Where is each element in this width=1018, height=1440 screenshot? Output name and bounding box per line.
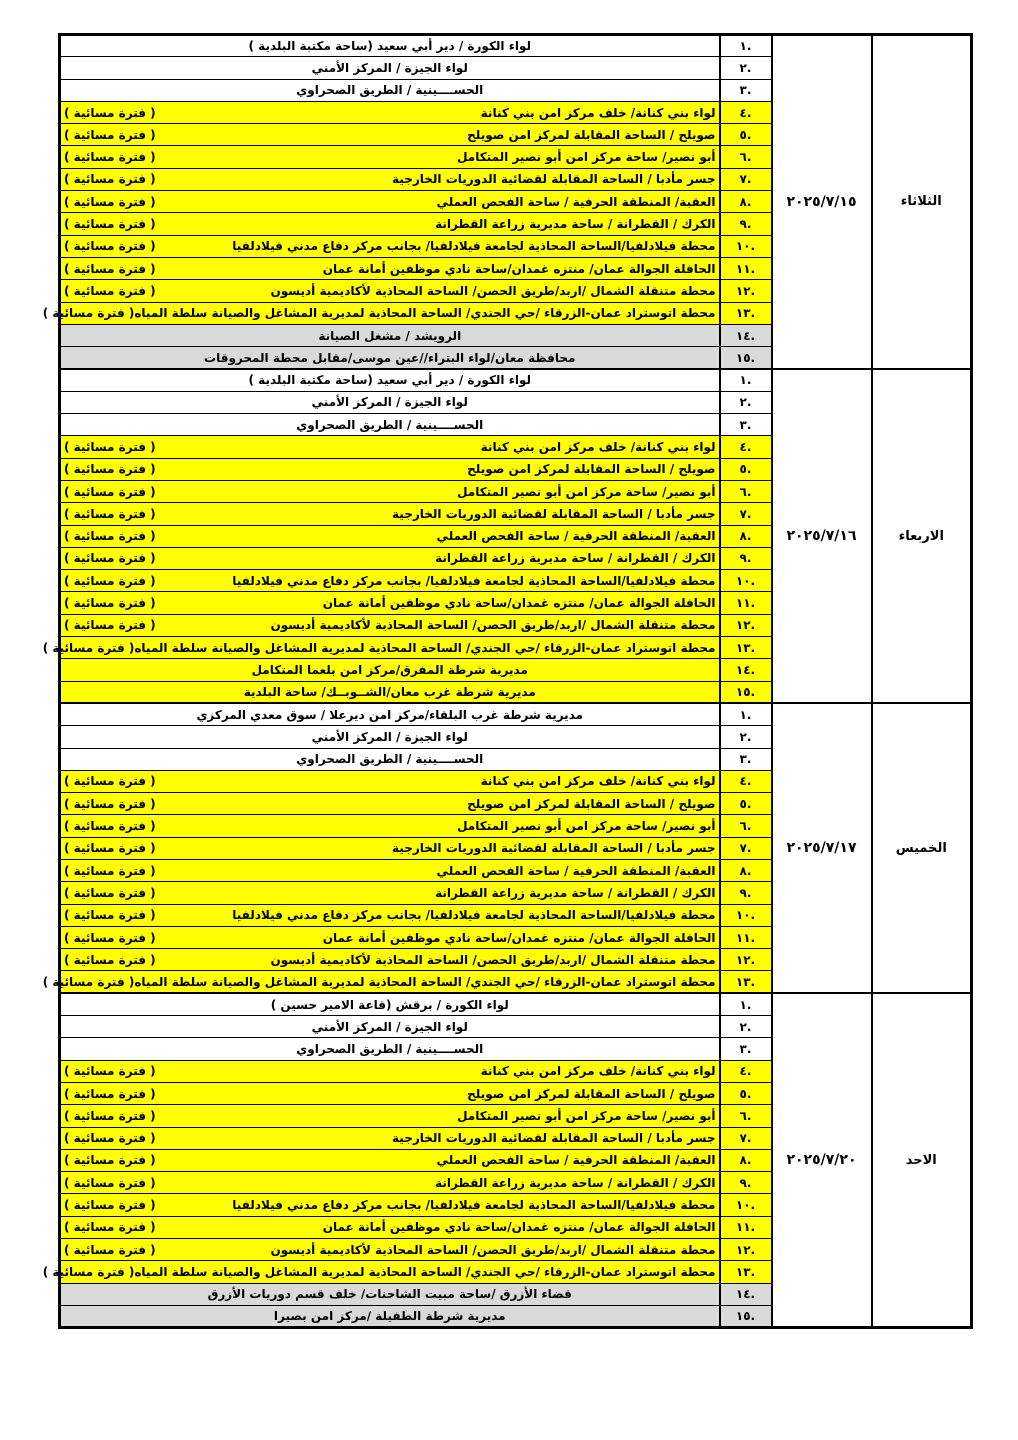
location-text: لواء الجيزة / المركز الأمني xyxy=(311,1019,468,1034)
location-content xyxy=(61,348,719,368)
evening-period-tag: ( فترة مسائية ) xyxy=(64,885,156,900)
row-number: .٤ xyxy=(720,1060,772,1082)
location-text: مديرية شرطة الطفيلة /مركز امن بصيرا xyxy=(273,1309,506,1324)
location-cell xyxy=(60,213,720,235)
location-cell xyxy=(60,280,720,302)
row-number: .٨ xyxy=(720,191,772,213)
location-content xyxy=(61,526,719,546)
evening-period-tag: ( فترة مسائية ) xyxy=(64,1198,156,1213)
location-content xyxy=(61,80,719,100)
location-text: العقبة/ المنطقة الحرفية / ساحة الفحص العملي xyxy=(436,1153,716,1168)
location-text: الكرك / القطرانة / ساحة مديرية زراعة القطرانة xyxy=(435,1175,716,1190)
row-number: .٢ xyxy=(720,57,772,79)
evening-period-tag: ( فترة مسائية ) xyxy=(64,596,156,611)
location-content xyxy=(61,370,719,390)
location-text: الحافلة الجوالة عمان/ منتزه غمدان/ساحة نادي موظفين أمانة عمان xyxy=(322,930,716,945)
row-number: .٢ xyxy=(720,1016,772,1038)
location-cell xyxy=(60,703,720,725)
evening-period-tag: ( فترة مسائية ) xyxy=(64,105,156,120)
location-cell xyxy=(60,458,720,480)
location-text: الحســــينية / الطريق الصحراوي xyxy=(296,752,484,767)
location-text: مديرية شرطة غرب معان/الشــوبــك/ ساحة البلدية xyxy=(243,685,536,699)
row-number: .١٢ xyxy=(720,280,772,302)
row-number: .١٠ xyxy=(720,1194,772,1216)
location-content xyxy=(61,1173,719,1193)
row-number: .٩ xyxy=(720,547,772,569)
location-cell xyxy=(60,614,720,636)
location-text: مديرية شرطة غرب البلقاء/مركز امن ديرعلا / سوق معدي المركزي xyxy=(196,707,584,722)
location-cell xyxy=(60,1305,720,1327)
location-content xyxy=(61,727,719,747)
location-cell xyxy=(60,993,720,1015)
date-cell: ٢٠٢٥/٧/٢٠ xyxy=(772,993,872,1327)
location-cell xyxy=(60,1127,720,1149)
row-number: .١١ xyxy=(720,257,772,279)
location-text: الحافلة الجوالة عمان/ منتزه غمدان/ساحة نادي موظفين أمانة عمان xyxy=(322,1220,716,1235)
location-content xyxy=(61,905,719,925)
location-text: لواء بني كنانة/ خلف مركز امن بني كنانة xyxy=(480,1064,716,1079)
location-content xyxy=(61,437,719,457)
row-number: .١٢ xyxy=(720,614,772,636)
row-number: .١٣ xyxy=(720,1261,772,1283)
evening-period-tag: ( فترة مسائية ) xyxy=(64,551,156,566)
location-cell xyxy=(60,1060,720,1082)
row-number: .١ xyxy=(720,369,772,391)
evening-period-tag: ( فترة مسائية ) xyxy=(64,150,156,165)
location-cell xyxy=(60,480,720,502)
location-content xyxy=(61,214,719,234)
location-text: صويلح / الساحة المقابلة لمركز امن صويلح xyxy=(467,127,716,142)
evening-period-tag: ( فترة مسائية ) xyxy=(42,974,135,989)
row-number: .١ xyxy=(720,35,772,57)
location-cell xyxy=(60,191,720,213)
location-content xyxy=(61,103,719,123)
location-text: لواء الكورة / دير أبي سعيد (ساحة مكتبة البلدية ) xyxy=(248,373,531,388)
location-cell xyxy=(60,391,720,413)
row-number: .٦ xyxy=(720,146,772,168)
row-number: .١ xyxy=(720,993,772,1015)
location-content xyxy=(61,1284,719,1304)
location-text: الحســــينية / الطريق الصحراوي xyxy=(296,417,484,432)
location-content xyxy=(61,1084,719,1104)
location-text: أبو نصير/ ساحة مركز امن أبو نصير المتكامل xyxy=(457,484,716,499)
location-content xyxy=(61,1306,719,1326)
row-number: .١٣ xyxy=(720,971,772,993)
location-content xyxy=(61,615,719,635)
evening-period-tag: ( فترة مسائية ) xyxy=(64,1108,156,1123)
evening-period-tag: ( فترة مسائية ) xyxy=(42,306,135,321)
row-number: .١٠ xyxy=(720,570,772,592)
row-number: .٢ xyxy=(720,726,772,748)
location-content xyxy=(61,593,719,613)
location-content xyxy=(61,682,719,702)
row-number: .١٢ xyxy=(720,1239,772,1261)
row-number: .٧ xyxy=(720,503,772,525)
evening-period-tag: ( فترة مسائية ) xyxy=(64,952,156,967)
row-number: .٤ xyxy=(720,101,772,123)
location-cell xyxy=(60,1172,720,1194)
table-row xyxy=(60,369,972,391)
evening-period-tag: ( فترة مسائية ) xyxy=(64,930,156,945)
evening-period-tag: ( فترة مسائية ) xyxy=(42,640,135,655)
location-cell xyxy=(60,324,720,346)
location-cell xyxy=(60,681,720,703)
evening-period-tag: ( فترة مسائية ) xyxy=(64,172,156,187)
location-content xyxy=(61,1150,719,1170)
location-content xyxy=(61,58,719,78)
row-number: .١ xyxy=(720,703,772,725)
location-text: جسر مأدبا / الساحة المقابلة لقضائية الدوريات الخارجية xyxy=(392,172,716,187)
row-number: .٣ xyxy=(720,414,772,436)
location-text: العقبة/ المنطقة الحرفية / ساحة الفحص العملي xyxy=(436,194,716,209)
evening-period-tag: ( فترة مسائية ) xyxy=(64,261,156,276)
date-cell: ٢٠٢٥/٧/١٥ xyxy=(772,35,872,369)
location-text: لواء الجيزة / المركز الأمني xyxy=(311,60,468,75)
location-text: العقبة/ المنطقة الحرفية / ساحة الفحص العملي xyxy=(436,863,716,878)
row-number: .٨ xyxy=(720,859,772,881)
schedule-body xyxy=(42,35,972,1328)
row-number: .١١ xyxy=(720,926,772,948)
location-text: لواء الجيزة / المركز الأمني xyxy=(311,395,468,410)
evening-period-tag: ( فترة مسائية ) xyxy=(64,484,156,499)
row-number: .٥ xyxy=(720,793,772,815)
location-text: محطة اتوستراد عمان-الزرقاء /حي الجندي/ الساحة المحاذية لمديرية المشاغل والصيانة سلطة المياه xyxy=(134,306,716,321)
location-cell xyxy=(60,904,720,926)
location-text: لواء الكورة / برقش (قاعة الامير حسين ) xyxy=(270,997,509,1012)
location-cell xyxy=(60,815,720,837)
row-number: .١٥ xyxy=(720,1305,772,1327)
location-cell xyxy=(60,124,720,146)
location-text: الكرك / القطرانة / ساحة مديرية زراعة القطرانة xyxy=(435,217,716,232)
location-content xyxy=(42,1262,719,1282)
location-text: لواء الجيزة / المركز الأمني xyxy=(311,729,468,744)
location-cell xyxy=(60,949,720,971)
row-number: .٩ xyxy=(720,213,772,235)
location-cell xyxy=(42,302,720,324)
evening-period-tag: ( فترة مسائية ) xyxy=(64,1242,156,1257)
row-number: .١٤ xyxy=(720,324,772,346)
row-number: .١٣ xyxy=(720,302,772,324)
location-content xyxy=(61,259,719,279)
row-number: .٥ xyxy=(720,124,772,146)
location-content xyxy=(61,1195,719,1215)
row-number: .٣ xyxy=(720,79,772,101)
location-content xyxy=(61,838,719,858)
location-content xyxy=(61,236,719,256)
location-cell xyxy=(42,971,720,993)
evening-period-tag: ( فترة مسائية ) xyxy=(64,618,156,633)
location-content xyxy=(61,392,719,412)
evening-period-tag: ( فترة مسائية ) xyxy=(64,239,156,254)
evening-period-tag: ( فترة مسائية ) xyxy=(64,1086,156,1101)
row-number: .٨ xyxy=(720,1149,772,1171)
row-number: .٩ xyxy=(720,1172,772,1194)
evening-period-tag: ( فترة مسائية ) xyxy=(64,506,156,521)
evening-period-tag: ( فترة مسائية ) xyxy=(64,841,156,856)
location-content xyxy=(42,303,719,323)
table-row xyxy=(60,35,972,57)
evening-period-tag: ( فترة مسائية ) xyxy=(64,529,156,544)
day-cell: الثلاثاء xyxy=(872,35,972,369)
evening-period-tag: ( فترة مسائية ) xyxy=(64,462,156,477)
location-text: قضاء الأزرق /ساحة مبيت الشاحنات/ خلف قسم دوريات الأزرق xyxy=(207,1287,572,1302)
location-content xyxy=(61,36,719,56)
location-text: الحســــينية / الطريق الصحراوي xyxy=(296,83,484,98)
location-cell xyxy=(60,592,720,614)
location-cell xyxy=(60,1194,720,1216)
location-cell xyxy=(60,79,720,101)
location-content xyxy=(61,125,719,145)
location-text: محطة متنقلة الشمال /اربد/طريق الحصن/ الساحة المحاذية لأكاديمية أديسون xyxy=(270,952,716,967)
evening-period-tag: ( فترة مسائية ) xyxy=(42,1264,135,1279)
location-content xyxy=(61,883,719,903)
location-content xyxy=(61,281,719,301)
location-text: محطة فيلادلفيا/الساحة المحاذية لجامعة فيلادلفيا/ بجانب مركز دفاع مدني فيلادلفيا xyxy=(232,573,716,588)
day-cell: الاربعاء xyxy=(872,369,972,703)
location-cell xyxy=(60,859,720,881)
row-number: .٦ xyxy=(720,480,772,502)
row-number: .٨ xyxy=(720,525,772,547)
location-text: أبو نصير/ ساحة مركز امن أبو نصير المتكامل xyxy=(457,1108,716,1123)
location-content xyxy=(61,816,719,836)
location-content xyxy=(61,571,719,591)
evening-period-tag: ( فترة مسائية ) xyxy=(64,283,156,298)
table-row xyxy=(60,703,972,725)
location-text: الكرك / القطرانة / ساحة مديرية زراعة القطرانة xyxy=(435,551,716,566)
table-row xyxy=(60,993,972,1015)
location-cell xyxy=(60,369,720,391)
location-content xyxy=(61,1128,719,1148)
location-text: محطة متنقلة الشمال /اربد/طريق الحصن/ الساحة المحاذية لأكاديمية أديسون xyxy=(270,618,716,633)
location-content xyxy=(61,459,719,479)
location-content xyxy=(61,326,719,346)
row-number: .٣ xyxy=(720,1038,772,1060)
evening-period-tag: ( فترة مسائية ) xyxy=(64,819,156,834)
location-cell xyxy=(60,793,720,815)
evening-period-tag: ( فترة مسائية ) xyxy=(64,774,156,789)
location-cell xyxy=(60,235,720,257)
location-content xyxy=(61,548,719,568)
location-text: الكرك / القطرانة / ساحة مديرية زراعة القطرانة xyxy=(435,885,716,900)
location-cell xyxy=(60,436,720,458)
row-number: .٥ xyxy=(720,458,772,480)
location-cell xyxy=(60,1283,720,1305)
evening-period-tag: ( فترة مسائية ) xyxy=(64,217,156,232)
row-number: .٥ xyxy=(720,1082,772,1104)
schedule-table xyxy=(42,33,973,1329)
row-number: .١١ xyxy=(720,592,772,614)
row-number: .٦ xyxy=(720,1105,772,1127)
location-content xyxy=(61,995,719,1015)
location-content xyxy=(61,794,719,814)
row-number: .١٠ xyxy=(720,904,772,926)
location-content xyxy=(61,147,719,167)
row-number: .١٥ xyxy=(720,681,772,703)
location-cell xyxy=(60,503,720,525)
row-number: .٤ xyxy=(720,436,772,458)
location-text: جسر مأدبا / الساحة المقابلة لقضائية الدوريات الخارجية xyxy=(392,841,716,856)
location-cell xyxy=(42,637,720,659)
location-content xyxy=(61,482,719,502)
location-cell xyxy=(60,257,720,279)
location-text: محطة اتوستراد عمان-الزرقاء /حي الجندي/ الساحة المحاذية لمديرية المشاغل والصيانة سلطة المياه xyxy=(134,974,716,989)
row-number: .١٢ xyxy=(720,949,772,971)
day-cell: الاحد xyxy=(872,993,972,1327)
evening-period-tag: ( فترة مسائية ) xyxy=(64,573,156,588)
evening-period-tag: ( فترة مسائية ) xyxy=(64,1064,156,1079)
location-cell xyxy=(60,659,720,681)
location-content xyxy=(61,1106,719,1126)
date-cell: ٢٠٢٥/٧/١٦ xyxy=(772,369,872,703)
location-content xyxy=(61,705,719,725)
location-content xyxy=(61,169,719,189)
location-cell xyxy=(60,1149,720,1171)
location-cell xyxy=(60,926,720,948)
row-number: .٣ xyxy=(720,748,772,770)
location-text: محطة فيلادلفيا/الساحة المحاذية لجامعة فيلادلفيا/ بجانب مركز دفاع مدني فيلادلفيا xyxy=(232,1198,716,1213)
location-text: محطة فيلادلفيا/الساحة المحاذية لجامعة فيلادلفيا/ بجانب مركز دفاع مدني فيلادلفيا xyxy=(232,908,716,923)
location-text: محطة متنقلة الشمال /اربد/طريق الحصن/ الساحة المحاذية لأكاديمية أديسون xyxy=(270,283,716,298)
evening-period-tag: ( فترة مسائية ) xyxy=(64,1175,156,1190)
location-text: أبو نصير/ ساحة مركز امن أبو نصير المتكامل xyxy=(457,819,716,834)
date-cell: ٢٠٢٥/٧/١٧ xyxy=(772,703,872,993)
row-number: .٩ xyxy=(720,882,772,904)
location-text: العقبة/ المنطقة الحرفية / ساحة الفحص العملي xyxy=(436,529,716,544)
location-content xyxy=(61,771,719,791)
location-cell xyxy=(60,1239,720,1261)
location-content xyxy=(61,861,719,881)
location-cell xyxy=(60,1082,720,1104)
evening-period-tag: ( فترة مسائية ) xyxy=(64,194,156,209)
location-cell xyxy=(60,57,720,79)
location-cell xyxy=(60,1038,720,1060)
location-text: محطة فيلادلفيا/الساحة المحاذية لجامعة فيلادلفيا/ بجانب مركز دفاع مدني فيلادلفيا xyxy=(232,239,716,254)
evening-period-tag: ( فترة مسائية ) xyxy=(64,1220,156,1235)
location-content xyxy=(61,1039,719,1059)
day-cell: الخميس xyxy=(872,703,972,993)
location-cell xyxy=(60,525,720,547)
row-number: .٧ xyxy=(720,837,772,859)
location-content xyxy=(61,950,719,970)
location-cell xyxy=(60,1105,720,1127)
evening-period-tag: ( فترة مسائية ) xyxy=(64,1153,156,1168)
location-text: صويلح / الساحة المقابلة لمركز امن صويلح xyxy=(467,796,716,811)
location-cell xyxy=(60,1016,720,1038)
location-text: لواء بني كنانة/ خلف مركز امن بني كنانة xyxy=(480,105,716,120)
location-cell xyxy=(60,1216,720,1238)
row-number: .١٤ xyxy=(720,659,772,681)
location-content xyxy=(61,504,719,524)
location-cell xyxy=(60,770,720,792)
location-content xyxy=(61,928,719,948)
evening-period-tag: ( فترة مسائية ) xyxy=(64,127,156,142)
row-number: .٧ xyxy=(720,168,772,190)
location-cell xyxy=(60,347,720,369)
location-text: محطة اتوستراد عمان-الزرقاء /حي الجندي/ الساحة المحاذية لمديرية المشاغل والصيانة سلطة المياه xyxy=(134,640,716,655)
location-text: الحافلة الجوالة عمان/ منتزه غمدان/ساحة نادي موظفين أمانة عمان xyxy=(322,596,716,611)
location-text: جسر مأدبا / الساحة المقابلة لقضائية الدوريات الخارجية xyxy=(392,1131,716,1146)
location-cell xyxy=(60,570,720,592)
location-cell xyxy=(60,726,720,748)
location-content xyxy=(61,1240,719,1260)
location-content xyxy=(42,638,719,658)
location-text: جسر مأدبا / الساحة المقابلة لقضائية الدوريات الخارجية xyxy=(392,506,716,521)
row-number: .١٤ xyxy=(720,1283,772,1305)
location-text: الحافلة الجوالة عمان/ منتزه غمدان/ساحة نادي موظفين أمانة عمان xyxy=(322,261,716,276)
evening-period-tag: ( فترة مسائية ) xyxy=(64,863,156,878)
location-text: الرويشد / مشغل الصيانة xyxy=(318,328,462,343)
location-cell xyxy=(60,168,720,190)
location-content xyxy=(61,660,719,680)
location-text: محطة اتوستراد عمان-الزرقاء /حي الجندي/ الساحة المحاذية لمديرية المشاغل والصيانة سلطة المياه xyxy=(134,1264,716,1279)
location-text: محافظة معان/لواء البتراء//عين موسى/مقابل محطة المحروقات xyxy=(204,350,576,365)
row-number: .٢ xyxy=(720,391,772,413)
row-number: .٧ xyxy=(720,1127,772,1149)
row-number: .١٣ xyxy=(720,637,772,659)
location-content xyxy=(61,415,719,435)
location-cell xyxy=(60,882,720,904)
row-number: .١٥ xyxy=(720,347,772,369)
evening-period-tag: ( فترة مسائية ) xyxy=(64,439,156,454)
location-text: صويلح / الساحة المقابلة لمركز امن صويلح xyxy=(467,462,716,477)
location-text: لواء الكورة / دير أبي سعيد (ساحة مكتبة البلدية ) xyxy=(248,39,531,54)
location-text: الحســــينية / الطريق الصحراوي xyxy=(296,1042,484,1056)
location-cell xyxy=(60,748,720,770)
location-content xyxy=(61,749,719,769)
location-text: لواء بني كنانة/ خلف مركز امن بني كنانة xyxy=(480,439,716,454)
location-text: صويلح / الساحة المقابلة لمركز امن صويلح xyxy=(467,1086,716,1101)
location-content xyxy=(42,972,719,992)
location-content xyxy=(61,192,719,212)
row-number: .١١ xyxy=(720,1216,772,1238)
location-cell xyxy=(60,35,720,57)
location-cell xyxy=(60,547,720,569)
row-number: .٤ xyxy=(720,770,772,792)
evening-period-tag: ( فترة مسائية ) xyxy=(64,1131,156,1146)
location-cell xyxy=(60,414,720,436)
location-text: مديرية شرطة المفرق/مركز امن بلعما المتكامل xyxy=(251,662,528,677)
location-text: أبو نصير/ ساحة مركز امن أبو نصير المتكامل xyxy=(457,150,716,165)
location-content xyxy=(61,1017,719,1037)
location-text: لواء بني كنانة/ خلف مركز امن بني كنانة xyxy=(480,774,716,789)
location-cell xyxy=(60,101,720,123)
location-content xyxy=(61,1061,719,1081)
location-cell xyxy=(60,837,720,859)
row-number: .١٠ xyxy=(720,235,772,257)
location-cell xyxy=(42,1261,720,1283)
evening-period-tag: ( فترة مسائية ) xyxy=(64,908,156,923)
location-text: محطة متنقلة الشمال /اربد/طريق الحصن/ الساحة المحاذية لأكاديمية أديسون xyxy=(270,1242,716,1257)
location-content xyxy=(61,1217,719,1237)
location-cell xyxy=(60,146,720,168)
row-number: .٦ xyxy=(720,815,772,837)
evening-period-tag: ( فترة مسائية ) xyxy=(64,796,156,811)
